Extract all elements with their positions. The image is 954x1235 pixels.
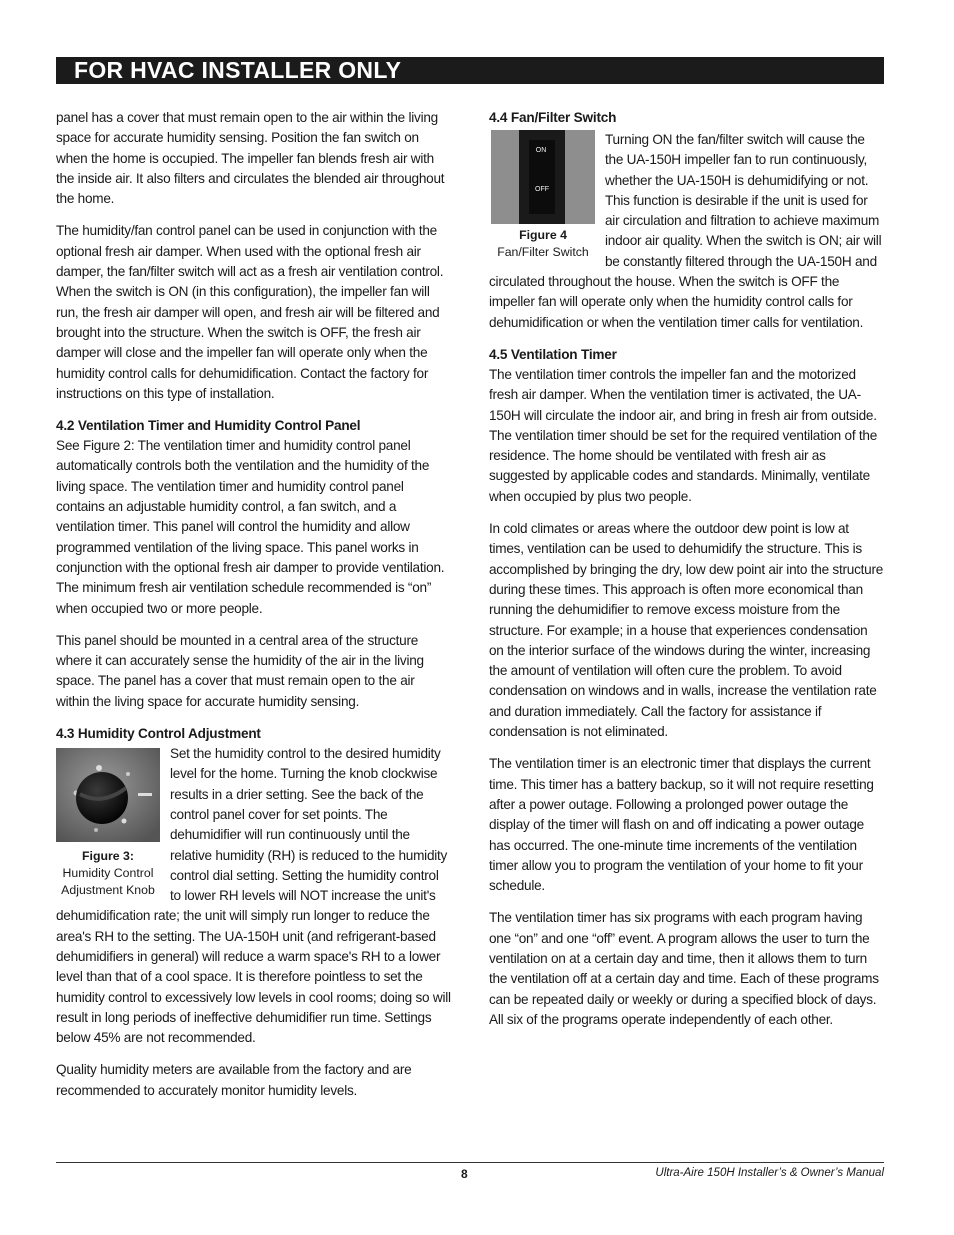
section-heading-4-3: 4.3 Humidity Control Adjustment <box>56 726 261 742</box>
paragraph: The ventilation timer has six programs with each program having one “on” and one “off” event. A program allows the user to turn the ventilation on at a certain day and time, then it allows them to turn the ventilation off at a certain day and time. Each of these programs can be repeated daily or weekly or during a specified block of days. All six of the programs operate independently of each other. <box>489 910 879 1027</box>
paragraph: Set the humidity control to the desired humidity level for the home. Turning the knob clockwise results in a drier setting. See the back of the control panel cover for set points. The dehumidifier will run continuously until the relative humidity (RH) is reduced to the humidity control dial setting. Setting the humidity control to lower RH levels will NOT increase the unit's dehumidification rate; the unit will simply run longer to reduce the area's RH to the setting. The UA-150H unit (and refrigerant-based dehumidifiers in general) will reduce a warm space's RH to a lower level than that of a cool space. It is therefore pointless to set the humidity control to excessively low levels in cool rooms; doing so will result in long periods of ineffective dehumidifier run time. Settings below 45% are not recommended. <box>56 746 451 1046</box>
figure-3-label: Figure 3: <box>82 849 134 864</box>
figure-4 <box>491 130 595 261</box>
paragraph: The humidity/fan control panel can be used in conjunction with the optional fresh air damper. When used with the optional fresh air damper, the fan/filter switch will act as a fresh air ventilation control. When the switch is ON (in this configuration), the impeller fan will run, the fresh air damper will open, and fresh air will be filtered and brought into the structure. When the switch is OFF, the fresh air damper will close and the impeller fan will operate only when the humidity control calls for dehumidification. Contact the factory for instructions on this type of installation. <box>56 223 444 401</box>
paragraph: In cold climates or areas where the outdoor dew point is low at times, ventilation can be used to dehumidify the structure. This is accomplished by bringing the dry, low dew point air into the structure during these times. This approach is often more economical than running the dehumidifier to remove excess moisture from the structure. For example; in a house that experiences condensation on the interior surface of the windows during the winter, increasing the amount of ventilation will often cure the problem. To avoid condensation on windows and in walls, increase the ventilation rate and duration immediately. Call the factory for assistance if condensation is not eliminated. <box>489 521 884 740</box>
figure-4-label: Figure 4 <box>519 228 567 242</box>
figure-3-caption-line2: Adjustment Knob <box>61 883 155 898</box>
manual-title: Ultra-Aire 150H Installer’s & Owner’s Manual <box>655 1167 884 1179</box>
paragraph: panel has a cover that must remain open to the air within the living space for accurate humidity sensing. Position the fan switch on when the home is occupied. The impeller fan blends fresh air with the inside air. It also filters and circulates the blended air throughout the home. <box>56 110 445 207</box>
section-heading-4-4: 4.4 Fan/Filter Switch <box>489 110 617 125</box>
switch-off-label: OFF <box>535 186 549 193</box>
left-column <box>56 108 451 1113</box>
footer-divider <box>56 1162 884 1163</box>
section-heading-4-2: 4.2 Ventilation Timer and Humidity Control Panel <box>56 418 361 434</box>
switch-icon <box>491 130 595 224</box>
paragraph: See Figure 2: The ventilation timer and humidity control panel automatically controls both the ventilation and the humidity of the living space. The ventilation timer and humidity control panel contains an adjustable humidity control, a fan switch, and a ventilation timer. This panel will control the humidity and allow programmed ventilation of the living space. This panel works in conjunction with the optional fresh air damper to provide ventilation. The minimum fresh air ventilation schedule recommended is “on” when occupied two or more people. <box>56 438 445 616</box>
humidity-knob-icon <box>56 748 160 842</box>
figure-3-caption-line1: Humidity Control <box>62 866 154 881</box>
figure-3 <box>56 748 160 899</box>
right-column <box>489 108 884 1042</box>
paragraph: Turning ON the fan/filter switch will cause the the UA-150H impeller fan to run continuously, whether the UA-150H is dehumidifying or not. This function is desirable if the unit is used for air circulation and filtration to achieve maximum indoor air quality. When the switch is ON; air will be constantly filtered through the UA-150H and circulated throughout the house. When the switch is OFF the impeller fan will operate only when the humidity control calls for dehumidification or when the ventilation timer calls for ventilation. <box>489 132 882 330</box>
section-heading-4-5: 4.5 Ventilation Timer <box>489 346 617 362</box>
paragraph: This panel should be mounted in a central area of the structure where it can accurately sense the humidity of the air in the living space. The panel has a cover that must remain open to the air within the living space for accurate humidity sensing. <box>56 632 424 709</box>
fan-filter-switch-image <box>491 130 595 224</box>
page-number: 8 <box>461 1167 468 1181</box>
section-banner <box>56 57 884 84</box>
paragraph: The ventilation timer is an electronic timer that displays the current time. This timer has a battery backup, so it will not require resetting after a power outage. Following a prolonged power outage the display of the timer will flash on and off indicating a power outage has occurred. The one-minute time increments of the ventilation timer allow you to program the ventilation of your home to fit your schedule. <box>489 756 874 894</box>
banner-title: FOR HVAC INSTALLER ONLY <box>74 57 402 83</box>
figure-4-caption: Fan/Filter Switch <box>497 245 589 259</box>
humidity-knob-image <box>56 748 160 842</box>
paragraph: The ventilation timer controls the impeller fan and the motorized fresh air damper. When the ventilation timer is activated, the UA-150H will circulate the indoor air, and bring in fresh air from outside. The ventilation timer should be set for the required ventilation of the residence. The home should be ventilated with fresh air as suggested by applicable codes and standards. Minimally, ventilate when occupied by plus two people. <box>489 366 878 504</box>
switch-on-label: ON <box>535 147 547 154</box>
paragraph: Quality humidity meters are available from the factory and are recommended to accurately monitor humidity levels. <box>56 1062 412 1098</box>
